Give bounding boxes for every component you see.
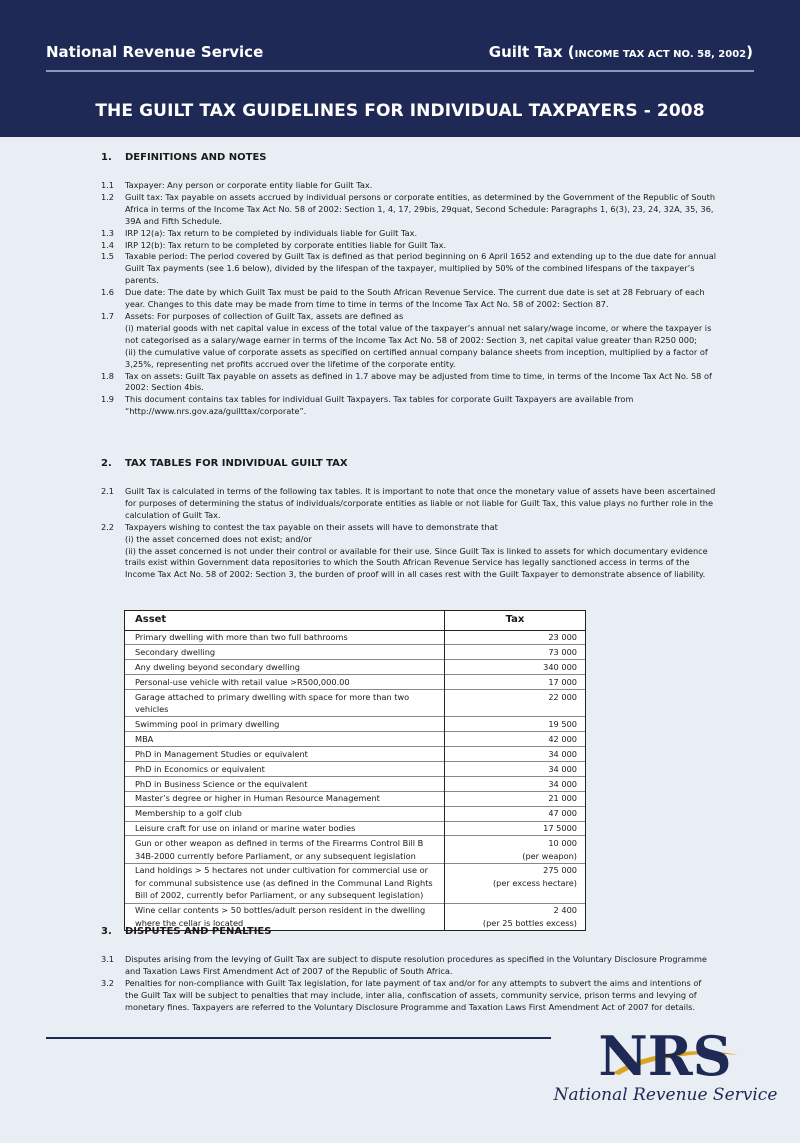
tax-table xyxy=(124,610,586,931)
section-title: DEFINITIONS AND NOTES xyxy=(125,152,267,163)
item-number: 3.2 xyxy=(101,977,115,988)
tax-cell: 73 000 xyxy=(445,645,586,660)
item-text: This document contains tax tables for individual Guilt Taxpayers. Tax tables for corporate Guilt Taxpayers are available from “http://www.nrs.gov.aza/guilttax/corporate”. xyxy=(125,394,634,417)
tax-cell: 2 400 (per 25 bottles excess) xyxy=(445,903,586,930)
item-number: 1.4 xyxy=(101,239,115,250)
list-item xyxy=(101,180,717,192)
item-text: IRP 12(a): Tax return to be completed by individuals liable for Guilt Tax. xyxy=(125,227,418,238)
close-paren: ) xyxy=(746,43,753,61)
table-header-row xyxy=(125,611,585,630)
list-item xyxy=(101,978,717,1014)
asset-cell: Master’s degree or higher in Human Resource Management xyxy=(125,791,445,806)
item-text: Taxpayer: Any person or corporate entity liable for Guilt Tax. xyxy=(125,180,373,190)
list-item xyxy=(101,228,717,240)
tax-cell: 42 000 xyxy=(445,732,586,747)
tax-cell: 275 000 (per excess hectare) xyxy=(445,863,586,903)
table-row xyxy=(125,645,585,660)
section-title: DISPUTES AND PENALTIES xyxy=(125,926,272,937)
asset-cell: Land holdings > 5 hectares not under cultivation for commercial use or for communal subsistence use (as defined in the Communal Land Rights Bill of 2002, currently befor Parliament, or any subsequent legislation) xyxy=(125,863,445,903)
asset-cell: Any dweling beyond secondary dwelling xyxy=(125,660,445,675)
item-text: Disputes arising from the levying of Guilt Tax are subject to dispute resolution procedures as specified in the Voluntary Disclosure Programme and Taxation Laws First Amendment Act of 2007 of the Republic of South Africa. xyxy=(125,954,707,976)
item-text: Guilt tax: Tax payable on assets accrued by individual persons or corporate entities, as determined by the Government of the Republic of South Africa in terms of the Income Tax Act No. 58 of 2002: Section 1, 4, 17, 29bis, 29quat, Second Schedule: Paragraphs 1, 6(3), 23, 24, 32A, 35, 36, 39A and Fifth Schedule. xyxy=(125,191,716,226)
item-number: 1.9 xyxy=(101,394,115,405)
item-number: 1.3 xyxy=(101,227,115,238)
tax-cell: 34 000 xyxy=(445,747,586,762)
section-number: 1. xyxy=(101,152,112,163)
tax-tables-notes xyxy=(101,486,717,581)
list-item xyxy=(101,954,717,978)
item-number: 1.7 xyxy=(101,310,115,321)
item-number: 1.6 xyxy=(101,287,115,298)
asset-cell: Wine cellar contents > 50 bottles/adult person resident in the dwelling where the cellar is located xyxy=(125,903,445,930)
nrs-logo xyxy=(553,1029,778,1109)
page-title: THE GUILT TAX GUIDELINES FOR INDIVIDUAL TAXPAYERS - 2008 xyxy=(95,101,705,121)
list-item xyxy=(101,394,717,418)
list-item xyxy=(101,287,717,311)
asset-cell: MBA xyxy=(125,732,445,747)
tax-cell: 34 000 xyxy=(445,762,586,777)
asset-cell: Primary dwelling with more than two full bathrooms xyxy=(125,630,445,645)
doc-name-text: Guilt Tax ( xyxy=(488,43,575,61)
item-number: 2.2 xyxy=(101,521,115,532)
table-row xyxy=(125,747,585,762)
item-text: Taxpayers wishing to contest the tax payable on their assets will have to demonstrate that (i) the asset concerned does not exist; and/or (ii) the asset concerned is not under their control or available for their use. Since Guilt Tax is linked to assets for which documentary evidence trails exist within Government data repositories to which the South African Revenue Service has legally sanctioned access in terms of the Income Tax Act No. 58 of 2002: Section 3, the burden of proof will in all cases rest with the Guilt Taxpayer to demonstrate absence of liability. xyxy=(125,521,708,580)
item-text: Guilt Tax is calculated in terms of the following tax tables. It is important to note that once the monetary value of assets have been ascertained for purposes of determining the status of individuals/corporate entities as liable or not liable for Guilt Tax, this value plays no further role in the calculation of Guilt Tax. xyxy=(125,486,716,520)
list-item xyxy=(101,192,717,228)
tax-cell: 19 500 xyxy=(445,717,586,732)
asset-cell: Personal-use vehicle with retail value >R500,000.00 xyxy=(125,675,445,690)
item-number: 1.5 xyxy=(101,251,115,262)
asset-cell: Membership to a golf club xyxy=(125,806,445,821)
table-row xyxy=(125,863,585,903)
section-heading-tax-tables xyxy=(101,458,348,469)
item-text: Due date: The date by which Guilt Tax must be paid to the South African Revenue Service. The current due date is set at 28 February of each year. Changes to this date may be made from time to time in terms of the Income Tax Act No. 58 of 2002: Section 87. xyxy=(125,287,705,310)
asset-cell: Secondary dwelling xyxy=(125,645,445,660)
item-text: Tax on assets: Guilt Tax payable on assets as defined in 1.7 above may be adjusted from time to time, in terms of the Income Tax Act No. 58 of 2002: Section 4bis. xyxy=(125,370,712,393)
item-text: Taxable period: The period covered by Guilt Tax is defined as that period beginning on 6 April 1652 and extending up to the due date for annual Guilt Tax payments (see 1.6 below), divided by the lifespan of the taxpayer, multiplied by 50% of the combined lifespans of the taxpayer’s parents. xyxy=(125,251,717,286)
tax-cell: 17 000 xyxy=(445,675,586,690)
tax-cell: 34 000 xyxy=(445,776,586,791)
asset-cell: PhD in Business Science or the equivalent xyxy=(125,776,445,791)
table-row xyxy=(125,836,585,863)
item-text: Assets: For purposes of collection of Guilt Tax, assets are defined as (i) material goods with net capital value in excess of the total value of the taxpayer’s annual net salary/wage income, or where the taxpayer is not categorised as a salary/wage earner in terms of the Income Tax Act No. 58 of 2002: Section 3, net capital value greater than R250 000; (ii) the cumulative value of corporate assets as specified on certified annual company balance sheets from inception, multiplied by a factor of 3,25%, representing net profits accrued over the lifetime of the corporate entity. xyxy=(125,310,712,369)
asset-cell: Leisure craft for use on inland or marine water bodies xyxy=(125,821,445,836)
disputes-list xyxy=(101,954,717,1014)
asset-cell: PhD in Economics or equivalent xyxy=(125,762,445,777)
section-number: 3. xyxy=(101,926,112,937)
list-item xyxy=(101,311,717,371)
table-row xyxy=(125,717,585,732)
asset-cell: Swimming pool in primary dwelling xyxy=(125,717,445,732)
org-name: National Revenue Service xyxy=(46,43,264,61)
table-row xyxy=(125,675,585,690)
item-number: 1.8 xyxy=(101,370,115,381)
column-header-asset: Asset xyxy=(125,611,445,630)
tax-cell: 22 000 xyxy=(445,690,586,717)
section-heading-disputes xyxy=(101,926,271,937)
nrs-logo-mark xyxy=(553,1029,778,1089)
tax-cell: 21 000 xyxy=(445,791,586,806)
logo-letters: NRS xyxy=(598,1029,732,1088)
list-item xyxy=(101,371,717,395)
item-number: 3.1 xyxy=(101,954,115,964)
list-item xyxy=(101,240,717,252)
table-row xyxy=(125,821,585,836)
footer-divider xyxy=(46,1037,551,1039)
act-reference: INCOME TAX ACT NO. 58, 2002 xyxy=(574,49,747,60)
section-title: TAX TABLES FOR INDIVIDUAL GUILT TAX xyxy=(125,458,348,469)
item-number: 2.1 xyxy=(101,486,115,496)
item-number: 1.1 xyxy=(101,180,115,190)
list-item xyxy=(101,251,717,287)
table-row xyxy=(125,732,585,747)
definitions-list xyxy=(101,180,717,418)
table-row xyxy=(125,660,585,675)
tax-cell: 17 5000 xyxy=(445,821,586,836)
tax-cell: 340 000 xyxy=(445,660,586,675)
document-name xyxy=(489,43,753,61)
section-heading-definitions xyxy=(101,152,266,163)
list-item xyxy=(101,522,717,582)
asset-cell: PhD in Management Studies or equivalent xyxy=(125,747,445,762)
header-divider xyxy=(46,70,754,72)
item-text: IRP 12(b): Tax return to be completed by corporate entities liable for Guilt Tax. xyxy=(125,239,447,250)
table-row xyxy=(125,791,585,806)
item-number: 1.2 xyxy=(101,191,115,202)
column-header-tax: Tax xyxy=(445,611,586,630)
logo-name: National Revenue Service xyxy=(553,1085,778,1105)
table-row xyxy=(125,762,585,777)
tax-cell: 23 000 xyxy=(445,630,586,645)
table-row xyxy=(125,776,585,791)
asset-cell: Gun or other weapon as defined in terms of the Firearms Control Bill B 34B-2000 currently before Parliament, or any subsequent legislation xyxy=(125,836,445,863)
page-header xyxy=(0,0,800,137)
tax-cell: 47 000 xyxy=(445,806,586,821)
section-number: 2. xyxy=(101,458,112,469)
list-item xyxy=(101,486,717,522)
table-row xyxy=(125,690,585,717)
table-row xyxy=(125,630,585,645)
tax-cell: 10 000 (per weapon) xyxy=(445,836,586,863)
item-text: Penalties for non-compliance with Guilt Tax legislation, for late payment of tax and/or for any attempts to subvert the aims and intentions of the Guilt Tax will be subject to penalties that may include, inter alia, confiscation of assets, community service, prison terms and levying of monetary fines. Taxpayers are referred to the Voluntary Disclosure Programme and Taxation Laws First Amendment Act of 2007 for details. xyxy=(125,977,702,1012)
asset-cell: Garage attached to primary dwelling with space for more than two vehicles xyxy=(125,690,445,717)
table-row xyxy=(125,806,585,821)
